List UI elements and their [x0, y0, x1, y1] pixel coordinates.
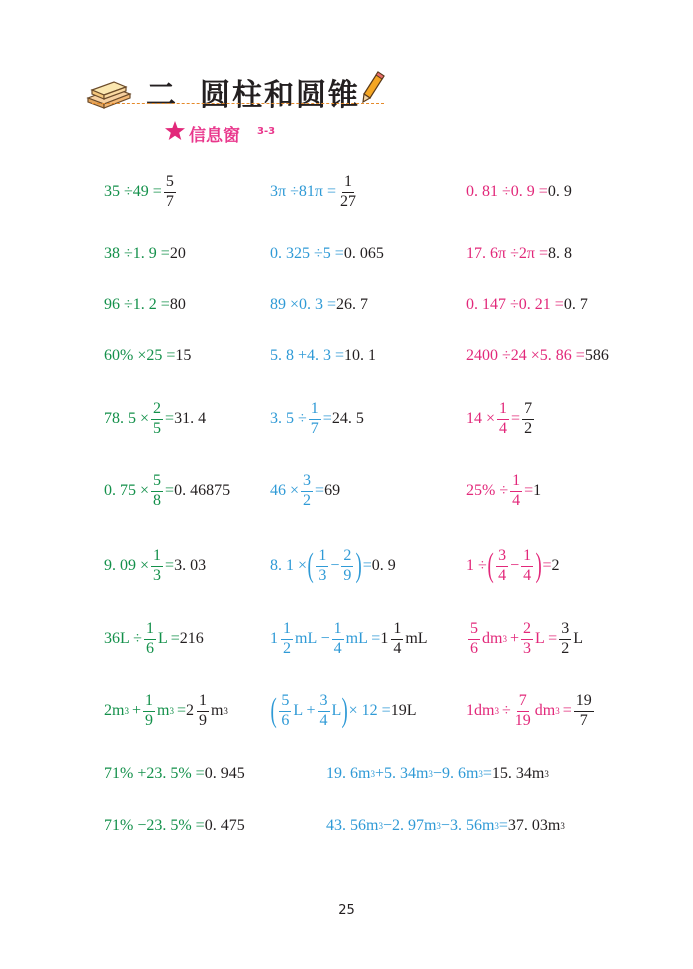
equation-r11-b: 43. 56m 3 −2. 97m 3 −3. 56m 3 = 37. 03m 3 — [326, 817, 565, 834]
books-icon — [84, 76, 132, 110]
equation-r6-a: 0. 75 × $\frac{5}{8}$ = 0. 46875 — [104, 472, 231, 509]
equation-r9-b: ( $\frac{5}{6}$ L + $\frac{3}{4}$ L ) × 12 = 19L — [270, 692, 417, 729]
equation-r5-b: 3. 5 ÷ $\frac{1}{7}$ = 24. 5 — [270, 400, 364, 437]
equation-r7-a: 9. 09 × $\frac{1}{3}$ = 3. 03 — [104, 547, 207, 584]
equation-r10-b: 19. 6m 3 +5. 34m 3 −9. 6m 3 = 15. 34m 3 — [326, 765, 549, 782]
equation-r4-c: 2400 ÷24 ×5. 86 = 586 — [466, 347, 609, 364]
equation-r5-a: 78. 5 × $\frac{2}{5}$ = 31. 4 — [104, 400, 207, 437]
equation-r2-c: 17. 6π ÷2π = 8. 8 — [466, 245, 572, 262]
title-underline — [92, 103, 384, 104]
equation-r6-c: 25% ÷ $\frac{1}{4}$ = 1 — [466, 472, 542, 509]
equation-r2-b: 0. 325 ÷5 = 0. 065 — [270, 245, 384, 262]
section-title: 信息窗 — [189, 126, 240, 146]
equation-r1-b: 3π ÷81π = $\frac{1}{27}$ — [270, 173, 356, 210]
equation-r2-a: 38 ÷1. 9 = 20 — [104, 245, 186, 262]
chapter-number: 二 — [146, 78, 178, 113]
equation-r5-c: 14 × $\frac{1}{4}$ = $\frac{7}{2}$ — [466, 400, 533, 437]
equation-r8-a: 36L ÷ $\frac{1}{6}$ L = 216 — [104, 620, 204, 657]
section-code: 3-3 — [257, 126, 276, 137]
equation-r7-c: 1 ÷ ( $\frac{3}{4}$ − $\frac{1}{4}$ ) = 2 — [466, 547, 560, 584]
equation-r9-c: 1dm 3 ÷ $\frac{7}{19}$ dm 3 = $\frac{19}{7}$ — [466, 692, 592, 729]
page-number: 25 — [338, 903, 355, 918]
star-icon — [164, 120, 186, 142]
equation-r4-a: 60% ×25 = 15 — [104, 347, 192, 364]
equation-r1-a: 35 ÷49 = $\frac{5}{7}$ — [104, 173, 174, 210]
equation-r9-a: 2m 3 + $\frac{1}{9}$ m 3 = 2 $\frac{1}{9}$ m 3 — [104, 692, 228, 729]
equation-r4-b: 5. 8 +4. 3 = 10. 1 — [270, 347, 377, 364]
equation-r8-b: 1 $\frac{1}{2}$ mL − $\frac{1}{4}$ mL = 1 $\frac{1}{4}$ mL — [270, 620, 428, 657]
equation-r8-c: $\frac{5}{6}$ dm 3 + $\frac{2}{3}$ L = $\frac{3}{2}$ L — [470, 620, 583, 657]
equation-r3-a: 96 ÷1. 2 = 80 — [104, 296, 186, 313]
pencil-icon — [360, 70, 386, 104]
equation-r7-b: 8. 1 × ( $\frac{1}{3}$ − $\frac{2}{9}$ ) = 0. 9 — [270, 547, 396, 584]
equation-r3-c: 0. 147 ÷0. 21 = 0. 7 — [466, 296, 588, 313]
equation-r10-a: 71% +23. 5% = 0. 945 — [104, 765, 245, 782]
equation-r1-c: 0. 81 ÷0. 9 = 0. 9 — [466, 183, 572, 200]
chapter-title: 圆柱和圆锥 — [200, 78, 360, 113]
equation-r11-a: 71% −23. 5% = 0. 475 — [104, 817, 245, 834]
equation-r6-b: 46 × $\frac{3}{2}$ = 69 — [270, 472, 341, 509]
equation-r3-b: 89 ×0. 3 = 26. 7 — [270, 296, 369, 313]
